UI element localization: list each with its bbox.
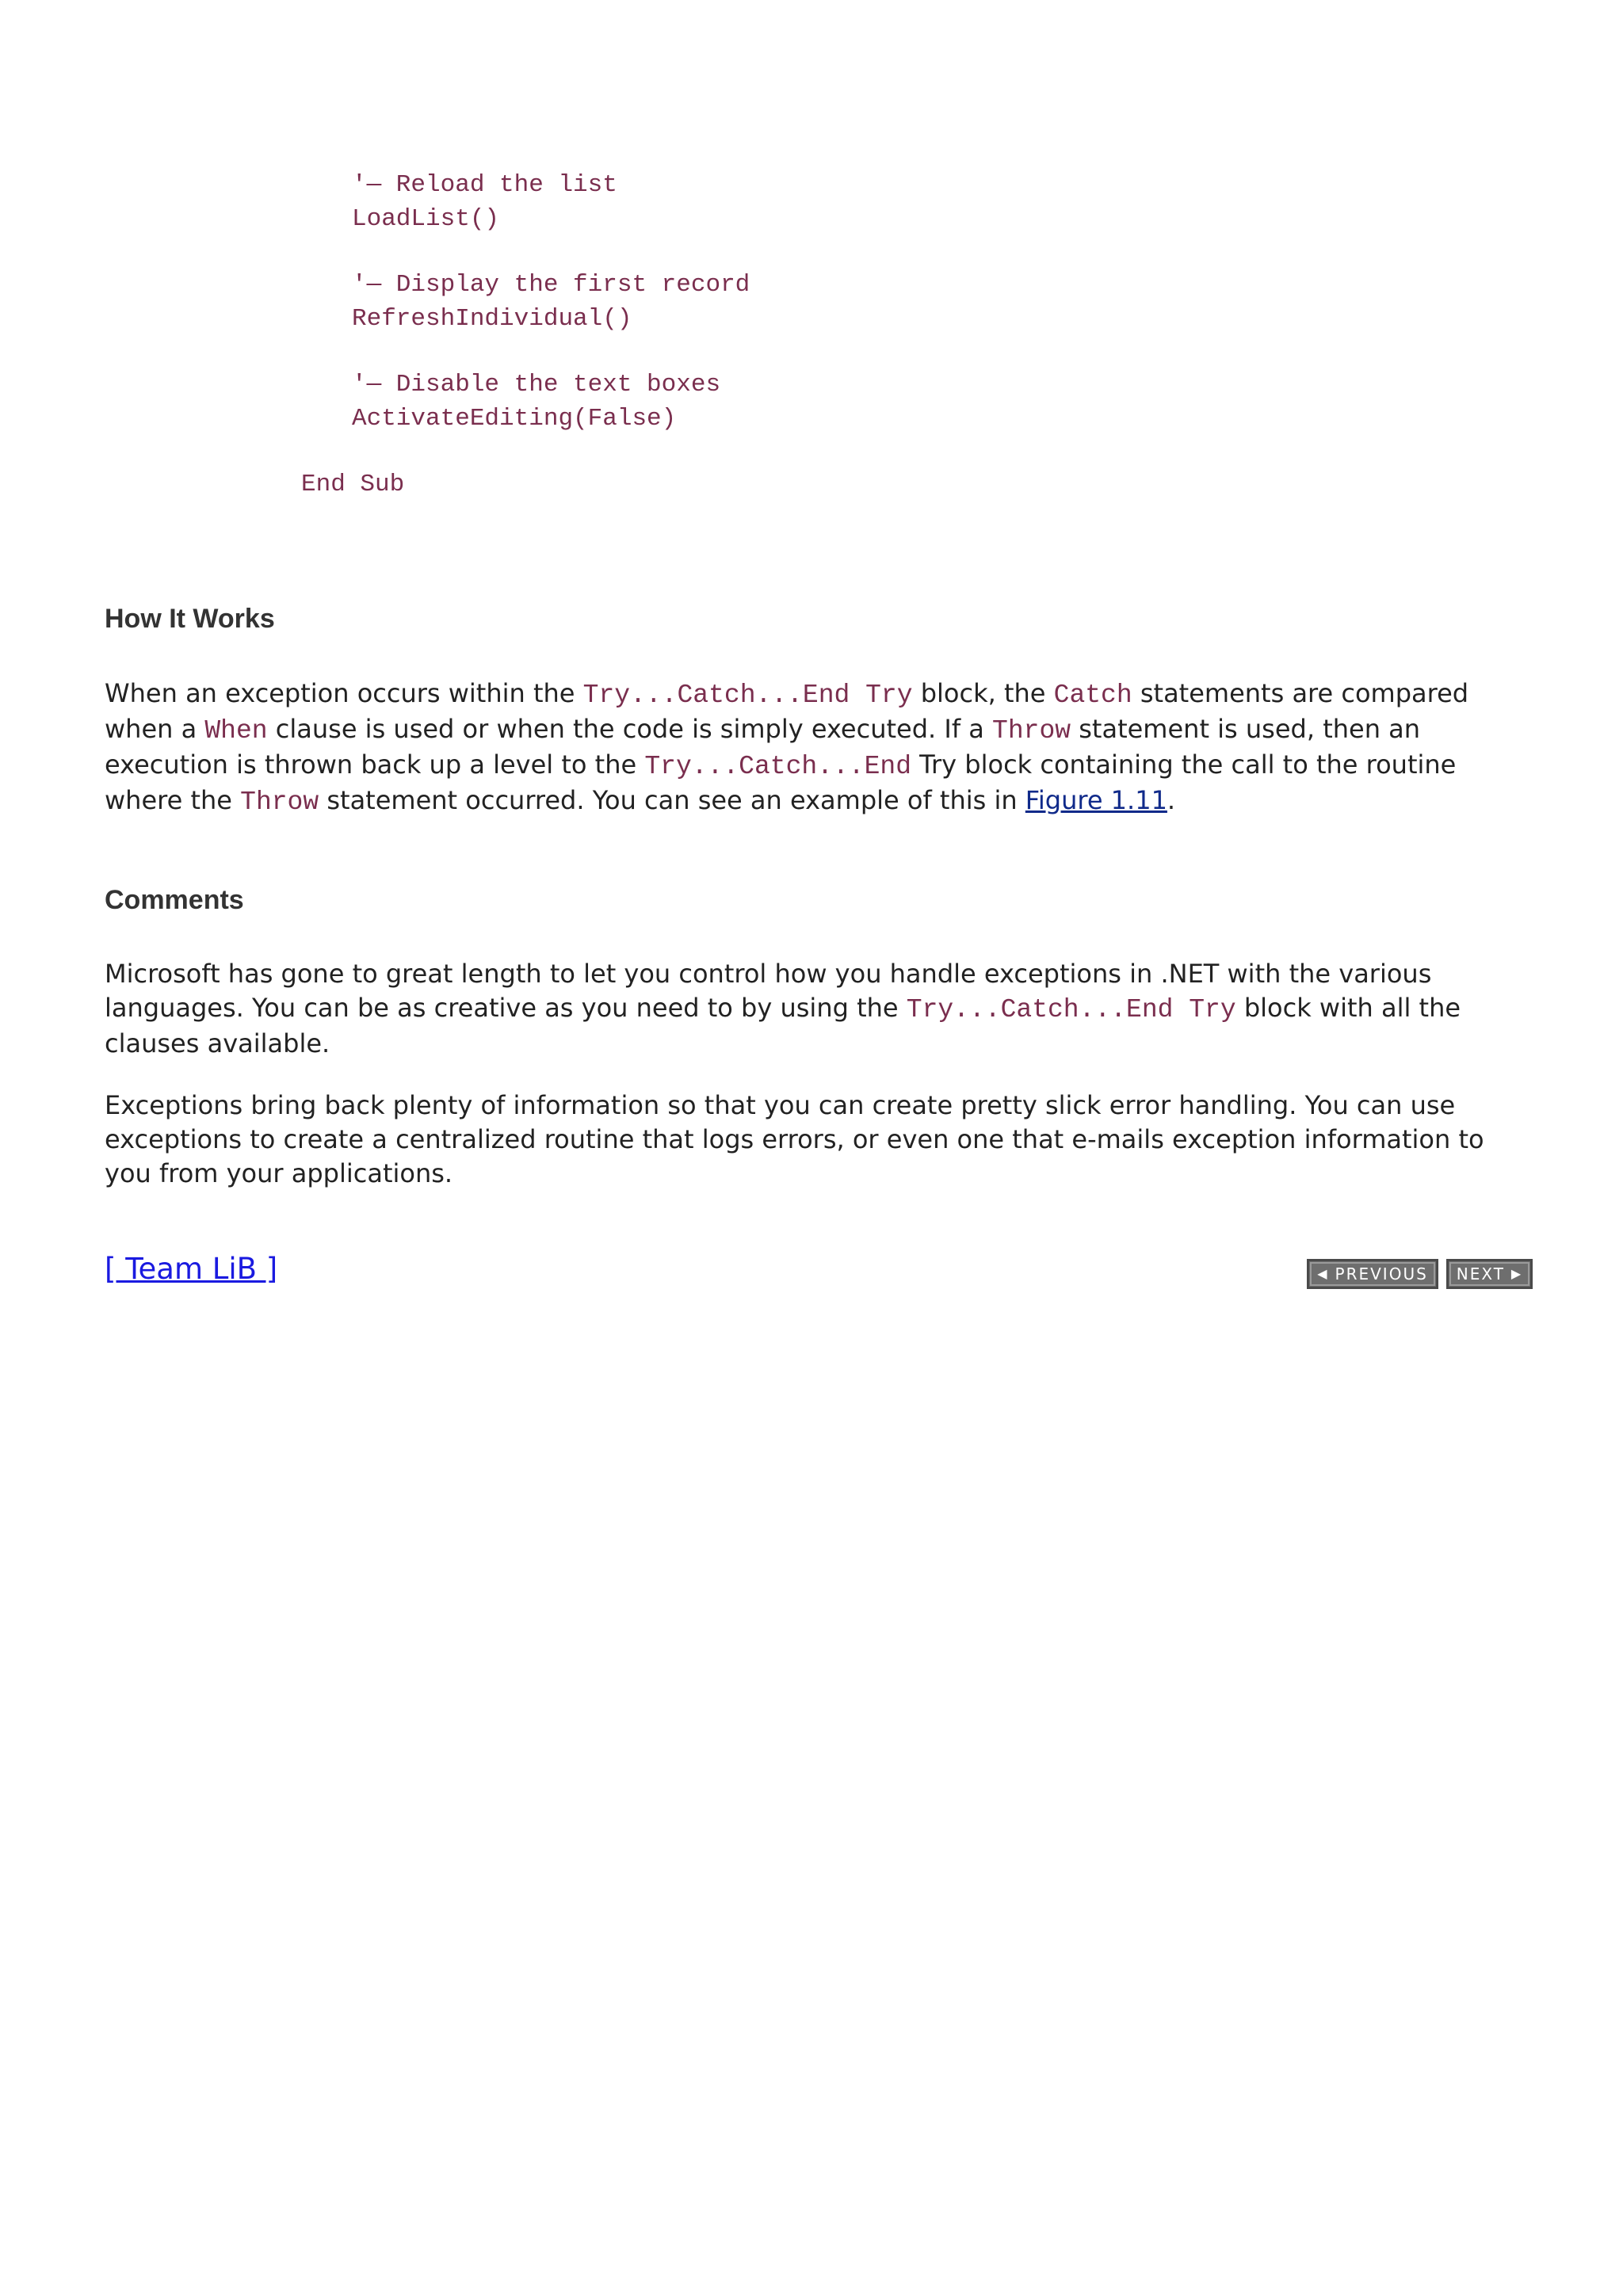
how-it-works-paragraph — [105, 677, 1531, 819]
code-statement: ActivateEditing(False) — [352, 405, 677, 433]
comments-paragraph-2: Exceptions bring back plenty of information so that you can create pretty slick error handling. You can use exceptions to create a centralized routine that logs errors, or even one that e-mails exception information to you from your applications. — [105, 1090, 1484, 1188]
text: statement occurred. You can see an example of this in — [319, 785, 1025, 815]
inline-code: Throw — [992, 716, 1071, 746]
text: Microsoft has gone to great length to let you control how you handle exceptions in .NET with the various languages. You can be as creative as you need to by using the — [105, 959, 1432, 1023]
text: block with all the clauses available. — [105, 993, 1461, 1058]
text: Try block containing the call to the routine where the — [105, 749, 1457, 815]
next-button[interactable] — [1446, 1259, 1533, 1289]
inline-code: Throw — [240, 788, 319, 817]
code-end-sub: End Sub — [301, 471, 405, 498]
inline-code: Try...Catch...End Try — [582, 681, 913, 710]
inline-code: Try...Catch...End Try — [906, 995, 1236, 1024]
inline-code: When — [204, 716, 268, 746]
team-lib-link[interactable]: [ Team LiB ] — [105, 1252, 278, 1286]
how-it-works-heading: How It Works — [105, 604, 275, 634]
triangle-right-icon: ▶ — [1510, 1266, 1523, 1281]
text: When an exception occurs within the — [105, 678, 583, 708]
code-statement: LoadList() — [352, 205, 500, 233]
previous-label: PREVIOUS — [1335, 1264, 1428, 1283]
text: statements are compared when a — [105, 678, 1469, 744]
text: statement is used, then an execution is thrown back up a level to the — [105, 714, 1421, 780]
inline-code: Catch — [1053, 681, 1132, 710]
code-comment: '— Display the first record — [352, 271, 750, 299]
text: clause is used or when the code is simply executed. If a — [267, 714, 993, 744]
comments-paragraph-1 — [105, 957, 1531, 1061]
previous-button[interactable] — [1307, 1259, 1438, 1289]
code-comment: '— Reload the list — [352, 171, 617, 199]
inline-code: Try...Catch...End — [644, 752, 911, 781]
figure-link[interactable]: Figure 1.11 — [1025, 785, 1167, 815]
next-label: NEXT — [1456, 1264, 1505, 1283]
comments-heading: Comments — [105, 885, 244, 915]
text: block, the — [912, 678, 1054, 708]
triangle-left-icon: ◀ — [1317, 1266, 1329, 1281]
text: . — [1167, 785, 1176, 815]
code-comment: '— Disable the text boxes — [352, 371, 721, 399]
code-statement: RefreshIndividual() — [352, 305, 632, 333]
